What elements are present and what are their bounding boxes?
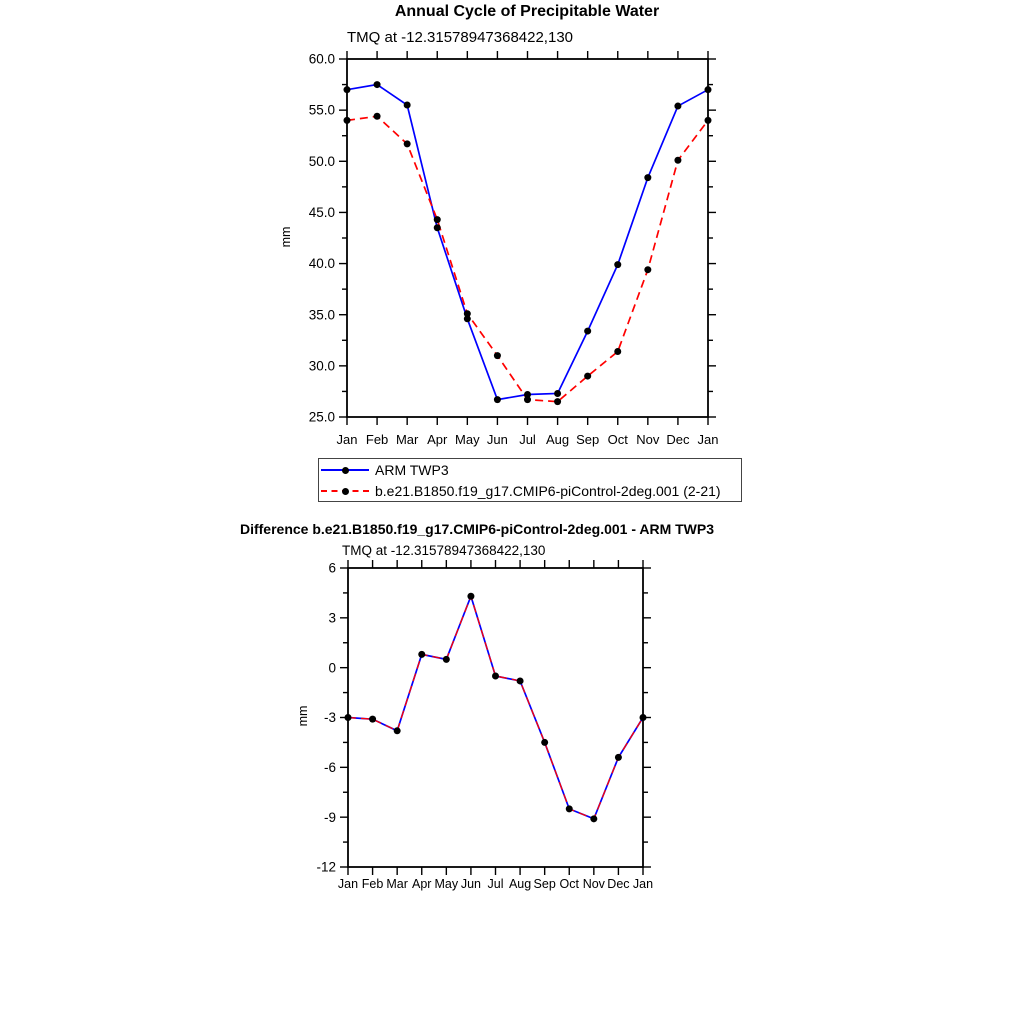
data-point-marker <box>614 261 621 268</box>
x-tick-label: Jul <box>487 877 504 891</box>
data-point-marker <box>644 266 651 273</box>
y-tick-label: 30.0 <box>308 358 335 374</box>
plot-frame <box>348 568 643 867</box>
data-point-marker <box>494 396 501 403</box>
series-line <box>347 85 708 400</box>
chart2-subtitle: TMQ at -12.31578947368422,130 <box>342 543 546 558</box>
chart-1-plot <box>296 560 653 891</box>
chart1-title: Annual Cycle of Precipitable Water <box>394 3 660 20</box>
y-axis-ticks <box>316 561 651 875</box>
data-point-marker <box>614 348 621 355</box>
data-point-marker <box>404 140 411 147</box>
x-tick-label: Dec <box>607 877 630 891</box>
data-point-marker <box>674 103 681 110</box>
y-tick-label: 0 <box>328 660 336 676</box>
data-point-marker <box>434 216 441 223</box>
x-tick-label: Feb <box>365 432 389 447</box>
data-point-marker <box>374 81 381 88</box>
x-tick-label: Apr <box>412 877 432 891</box>
y-tick-label: 6 <box>328 560 336 576</box>
x-axis-ticks <box>337 51 719 447</box>
y-tick-label: 3 <box>328 610 336 626</box>
legend-line-sample-dashed <box>321 481 369 502</box>
legend-row-arm-twp3 <box>319 460 741 481</box>
x-tick-label: Jan <box>632 877 654 891</box>
y-tick-label: -9 <box>323 809 336 825</box>
legend-marker-dot-icon <box>342 467 349 474</box>
data-point-marker <box>554 390 561 397</box>
data-point-marker <box>590 815 597 822</box>
series-line-dashed-overlay <box>348 596 643 819</box>
y-tick-label: 55.0 <box>308 102 335 118</box>
x-tick-label: Mar <box>386 877 408 891</box>
data-point-marker <box>524 396 531 403</box>
data-point-marker <box>374 113 381 120</box>
x-tick-label: Jun <box>460 877 481 891</box>
plot-frame <box>347 59 708 417</box>
x-tick-label: Feb <box>361 877 384 891</box>
x-tick-label: Aug <box>546 432 570 447</box>
y-axis-ticks <box>309 52 716 425</box>
y-axis-label: mm <box>279 226 293 248</box>
data-point-marker <box>640 714 647 721</box>
data-point-marker <box>404 102 411 109</box>
legend-marker-dot-icon <box>342 488 349 495</box>
x-tick-label: Oct <box>559 877 579 891</box>
x-tick-label: Nov <box>636 432 660 447</box>
x-tick-label: Nov <box>582 877 605 891</box>
legend-row-model <box>319 481 741 502</box>
data-point-marker <box>566 805 573 812</box>
x-tick-label: Mar <box>395 432 419 447</box>
data-point-marker <box>369 716 376 723</box>
data-point-marker <box>584 328 591 335</box>
x-tick-label: Oct <box>607 432 628 447</box>
y-tick-label: 40.0 <box>308 256 335 272</box>
chart1-legend <box>318 458 742 502</box>
x-tick-label: Dec <box>666 432 690 447</box>
y-tick-label: 35.0 <box>308 307 335 323</box>
x-tick-label: Jan <box>337 877 359 891</box>
x-tick-label: Jun <box>486 432 508 447</box>
x-tick-label: May <box>455 432 480 447</box>
y-tick-label: -6 <box>323 759 336 775</box>
legend-line-sample-solid <box>321 460 369 481</box>
data-point-marker <box>541 739 548 746</box>
data-point-marker <box>467 593 474 600</box>
y-axis-label: mm <box>296 705 310 727</box>
data-point-marker <box>434 224 441 231</box>
chart2-title: Difference b.e21.B1850.f19_g17.CMIP6-piControl-2deg.001 - ARM TWP3 <box>239 521 715 537</box>
y-tick-label: -3 <box>323 710 336 726</box>
legend-label-model: b.e21.B1850.f19_g17.CMIP6-piControl-2deg.001 (2-21) <box>375 483 721 499</box>
data-point-marker <box>674 157 681 164</box>
data-point-marker <box>615 754 622 761</box>
y-tick-label: 45.0 <box>308 205 335 221</box>
data-point-marker <box>344 117 351 124</box>
y-tick-label: -12 <box>316 859 336 875</box>
x-tick-label: Sep <box>576 432 600 447</box>
y-tick-label: 50.0 <box>308 153 335 169</box>
data-point-marker <box>705 117 712 124</box>
x-tick-label: Apr <box>427 432 448 447</box>
series-line <box>347 116 708 401</box>
chart-0-plot <box>279 51 718 447</box>
legend-label-arm-twp3: ARM TWP3 <box>375 462 449 478</box>
y-tick-label: 25.0 <box>308 409 335 425</box>
x-tick-label: Jan <box>697 432 719 447</box>
data-point-marker <box>644 174 651 181</box>
data-point-marker <box>394 727 401 734</box>
data-point-marker <box>554 398 561 405</box>
data-point-marker <box>345 714 352 721</box>
data-point-marker <box>443 656 450 663</box>
data-point-marker <box>705 86 712 93</box>
data-point-marker <box>517 677 524 684</box>
data-point-marker <box>344 86 351 93</box>
chart1-subtitle: TMQ at -12.31578947368422,130 <box>347 29 574 46</box>
data-point-marker <box>494 352 501 359</box>
x-tick-label: Jan <box>336 432 358 447</box>
y-tick-label: 60.0 <box>308 51 335 67</box>
x-tick-label: Sep <box>533 877 556 891</box>
data-point-marker <box>584 373 591 380</box>
series-line <box>348 596 643 819</box>
x-tick-label: May <box>434 877 459 891</box>
x-tick-label: Jul <box>519 432 536 447</box>
data-point-marker <box>492 672 499 679</box>
x-tick-label: Aug <box>508 877 532 891</box>
data-point-marker <box>464 310 471 317</box>
data-point-marker <box>418 651 425 658</box>
